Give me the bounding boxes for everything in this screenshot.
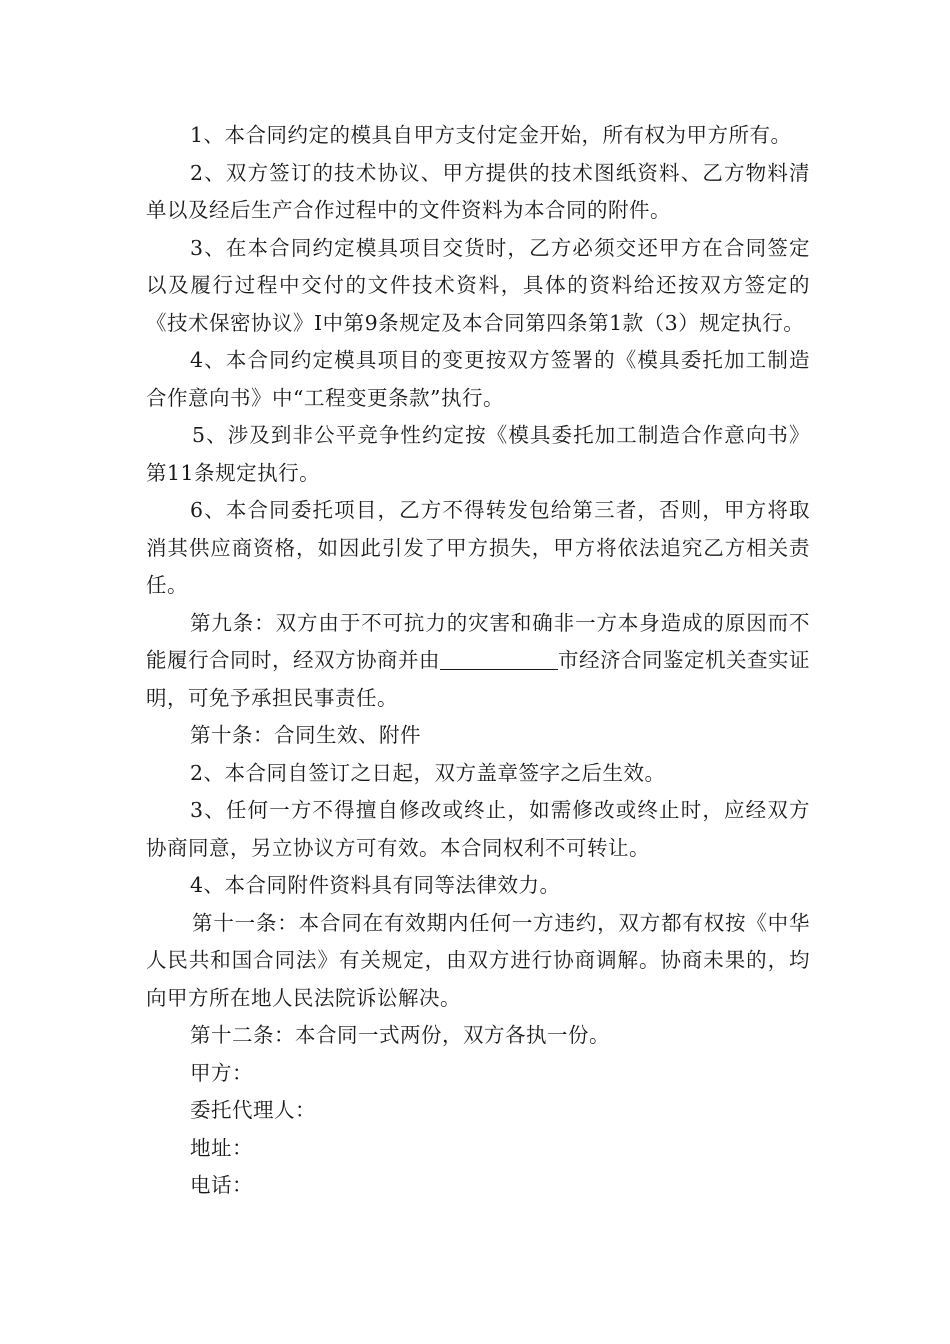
blank-fill-line <box>440 649 558 670</box>
paragraph-text: 委托代理人： <box>190 1098 316 1122</box>
paragraph-text: 5、涉及到非公平竞争性约定按《模具委托加工制造合作意向书》第11条规定执行。 <box>146 423 810 485</box>
signature-party-a <box>146 1055 810 1093</box>
paragraph-text: 2、双方签订的技术协议、甲方提供的技术图纸资料、乙方物料清单以及经后生产合作过程中的文件资料为本合同的附件。 <box>146 160 810 222</box>
article-ten-heading <box>146 717 810 755</box>
paragraph-text: 第九条：双方由于不可抗力的灾害和确非一方本身造成的原因而不能履行合同时，经双方协商并由 <box>146 610 810 672</box>
paragraph-text: 6、本合同委托项目，乙方不得转发包给第三者，否则，甲方将取消其供应商资格，如因此引发了甲方损失，甲方将依法追究乙方相关责任。 <box>146 498 810 597</box>
document-body <box>146 117 810 1205</box>
clause-paragraph <box>146 342 810 417</box>
paragraph-text: 市经济合同鉴定机关查实证明，可免予承担民事责任。 <box>146 648 810 710</box>
clause-paragraph <box>146 230 810 343</box>
clause-paragraph <box>146 792 810 867</box>
clause-paragraph <box>146 492 810 605</box>
paragraph-text: 第十条：合同生效、附件 <box>190 723 421 747</box>
paragraph-text: 2、本合同自签订之日起，双方盖章签字之后生效。 <box>190 760 666 785</box>
article-twelve-paragraph <box>146 1017 810 1055</box>
clause-paragraph <box>146 417 810 492</box>
paragraph-text: 1、本合同约定的模具自甲方支付定金开始，所有权为甲方所有。 <box>190 123 792 147</box>
article-eleven-paragraph <box>146 905 810 1018</box>
clause-paragraph <box>146 867 810 905</box>
clause-paragraph <box>146 155 810 230</box>
article-nine-paragraph <box>146 605 810 718</box>
clause-paragraph <box>146 117 810 155</box>
clause-paragraph <box>146 755 810 793</box>
paragraph-text: 地址： <box>190 1135 253 1160</box>
paragraph-text: 电话： <box>190 1173 253 1197</box>
signature-agent <box>146 1092 810 1130</box>
paragraph-text: 甲方： <box>190 1060 253 1085</box>
paragraph-text: 4、本合同约定模具项目的变更按双方签署的《模具委托加工制造合作意向书》中“工程变更条款”执行。 <box>146 348 810 410</box>
paragraph-text: 第十二条：本合同一式两份，双方各执一份。 <box>190 1023 610 1047</box>
signature-address <box>146 1130 810 1168</box>
paragraph-text: 3、在本合同约定模具项目交货时，乙方必须交还甲方在合同签定以及履行过程中交付的文件技术资料，具体的资料给还按双方签定的《技术保密协议》I中第9条规定及本合同第四条第1款（3）规定执行。 <box>146 235 810 335</box>
paragraph-text: 3、任何一方不得擅自修改或终止，如需修改或终止时，应经双方协商同意，另立协议方可有效。本合同权利不可转让。 <box>146 798 810 860</box>
signature-phone <box>146 1167 810 1205</box>
paragraph-text: 4、本合同附件资料具有同等法律效力。 <box>190 873 561 897</box>
paragraph-text: 第十一条：本合同在有效期内任何一方违约，双方都有权按《中华人民共和国合同法》有关规定，由双方进行协商调解。协商未果的，均向甲方所在地人民法院诉讼解决。 <box>146 910 810 1010</box>
